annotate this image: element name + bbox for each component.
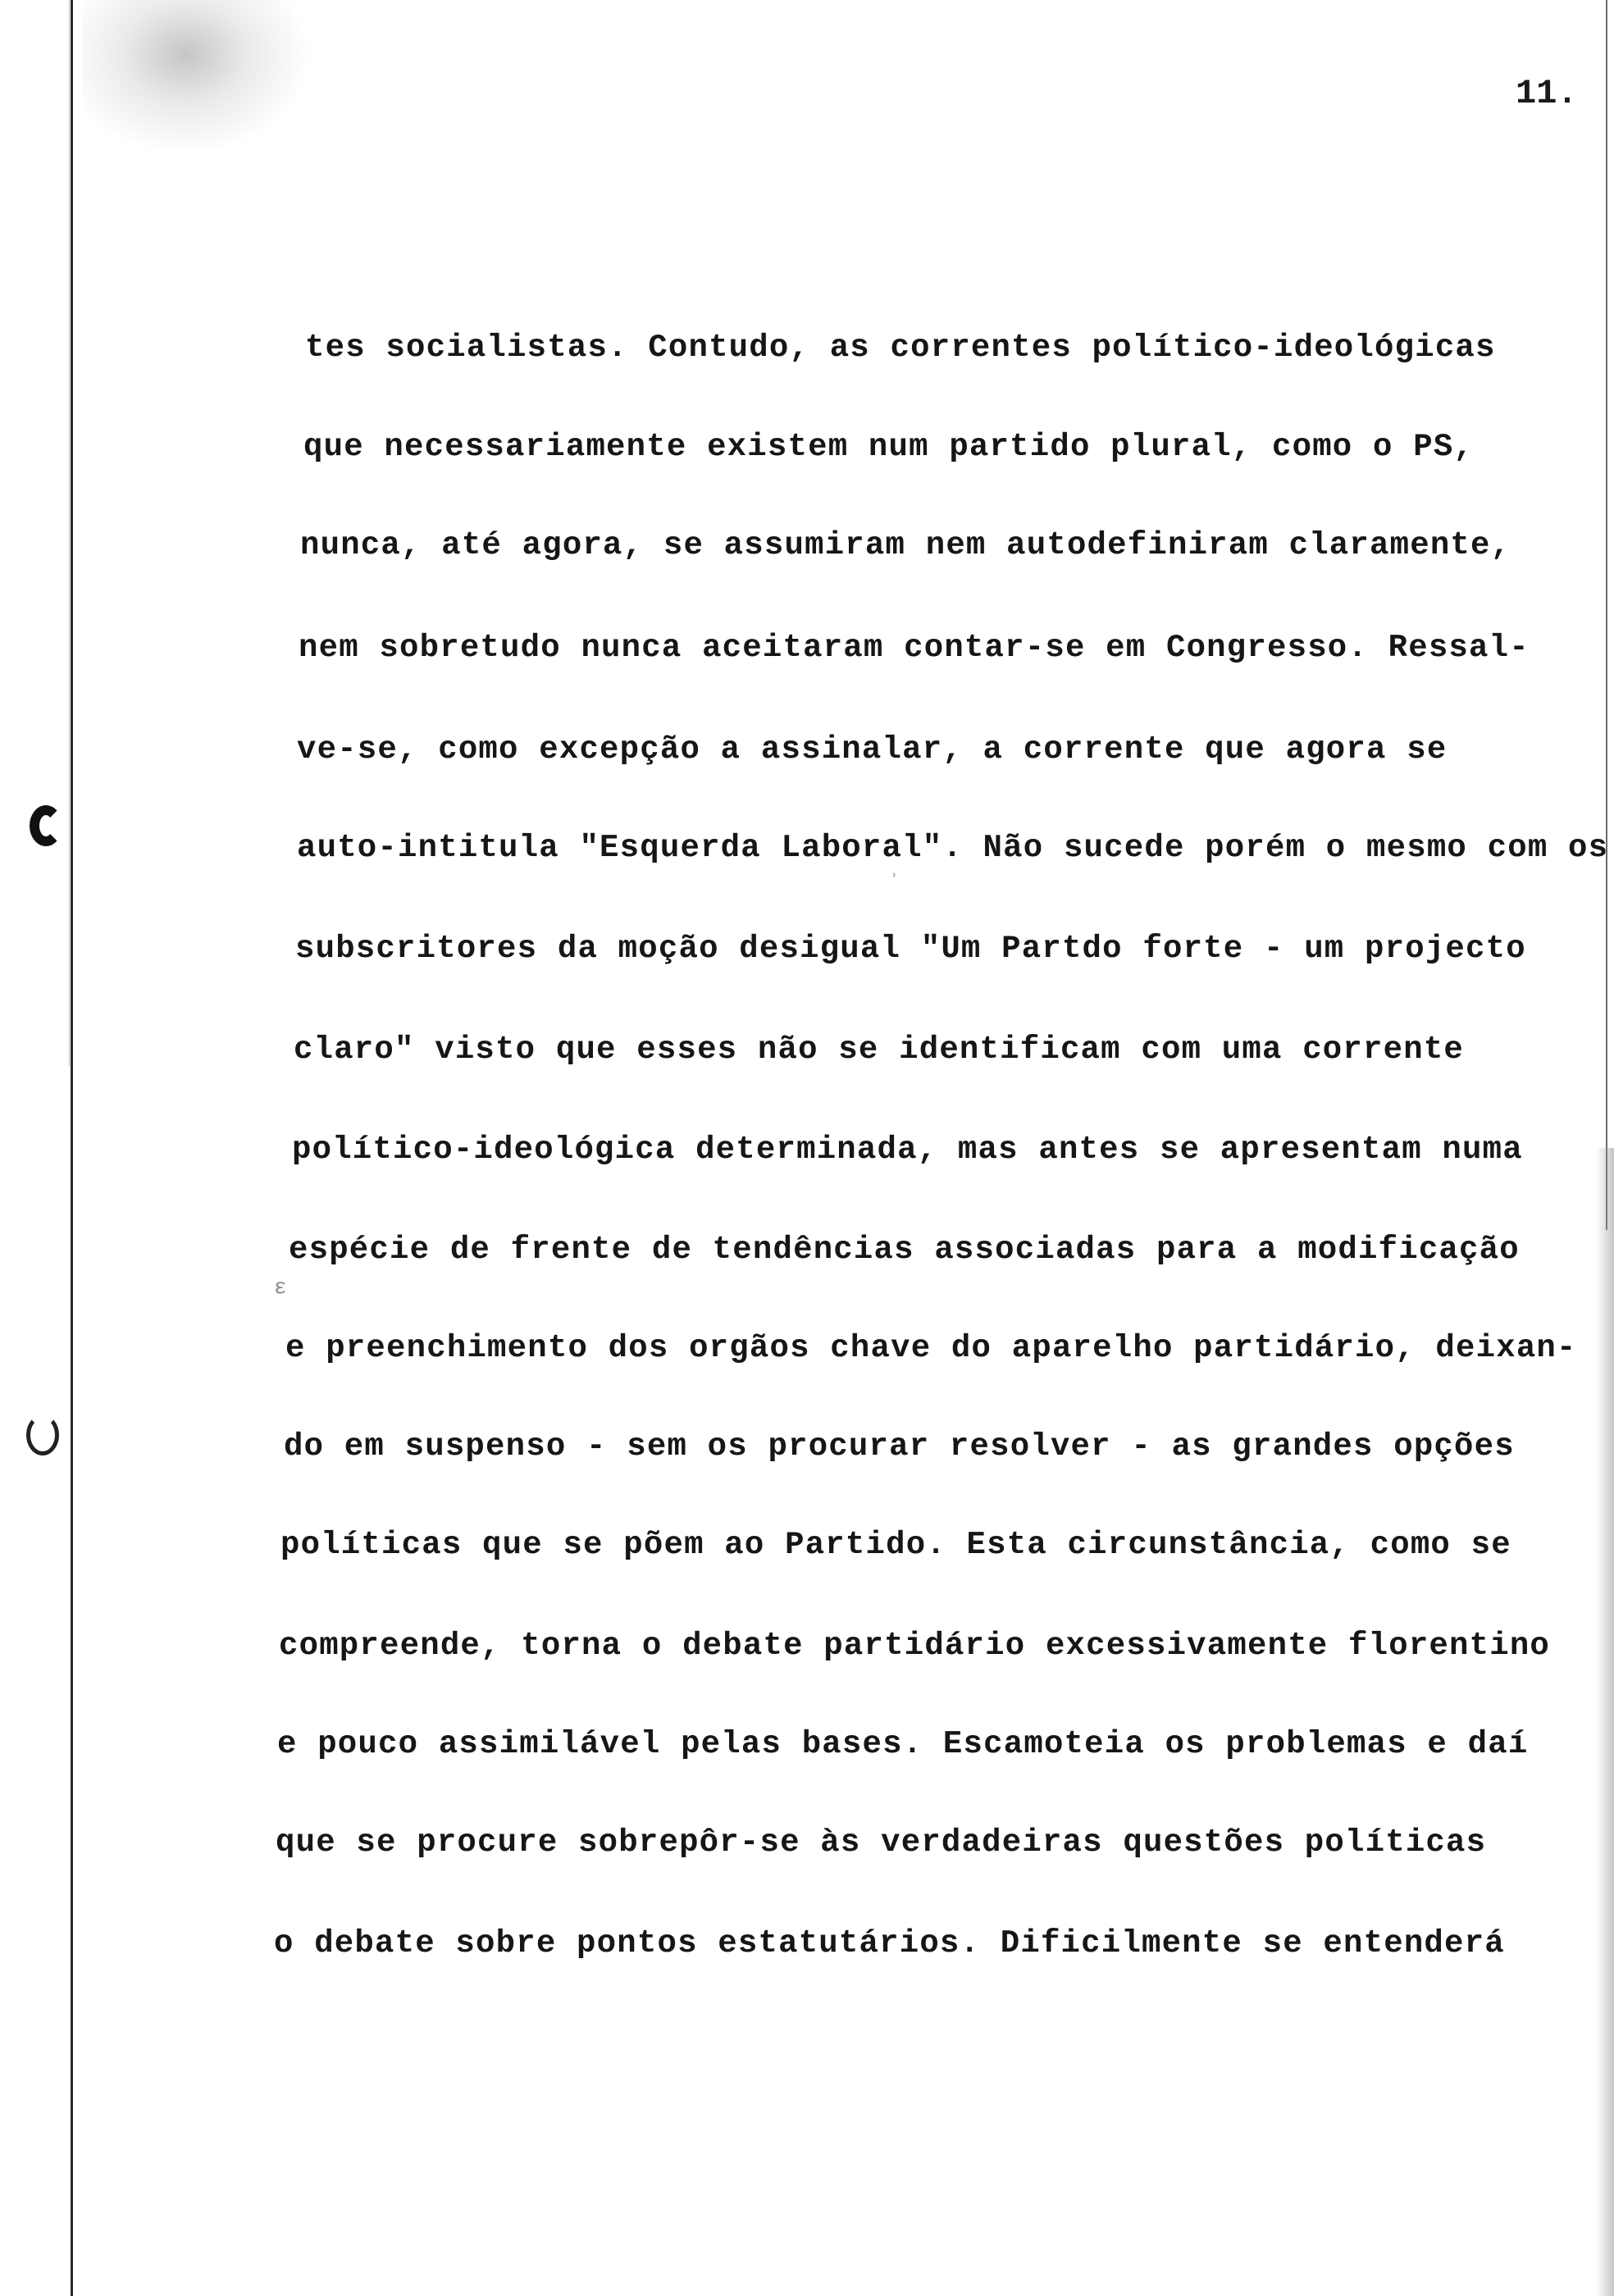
text-line: que se procure sobrepôr-se às verdadeiras questões políticas	[276, 1824, 1487, 1861]
text-line: espécie de frente de tendências associadas para a modificação	[289, 1232, 1520, 1268]
text-line: e pouco assimilável pelas bases. Escamoteia os problemas e daí	[277, 1726, 1529, 1762]
stray-mark: ʾ	[887, 871, 900, 895]
text-line: tes socialistas. Contudo, as correntes político-ideológicas	[305, 330, 1496, 366]
text-line: políticas que se põem ao Partido. Esta circunstância, como se	[280, 1527, 1511, 1563]
text-line: compreende, torna o debate partidário excessivamente florentino	[279, 1628, 1551, 1664]
text-line: nunca, até agora, se assumiram nem autodefiniram claramente,	[300, 527, 1511, 563]
text-line: claro" visto que esses não se identificam com uma corrente	[294, 1032, 1465, 1068]
text-line: o debate sobre pontos estatutários. Dificilmente se entenderá	[274, 1925, 1505, 1961]
text-line: do em suspenso - sem os procurar resolver - as grandes opções	[284, 1428, 1515, 1465]
text-line: ve-se, como excepção a assinalar, a corrente que agora se	[297, 731, 1448, 768]
text-line: auto-intitula "Esquerda Laboral". Não sucede porém o mesmo com os	[297, 830, 1609, 866]
page-number: 11.	[1516, 74, 1578, 113]
text-line: e preenchimento dos orgãos chave do aparelho partidário, deixan-	[285, 1330, 1577, 1366]
text-line: que necessariamente existem num partido plural, como o PS,	[303, 429, 1475, 465]
text-line: nem sobretudo nunca aceitaram contar-se em Congresso. Ressal-	[299, 630, 1530, 666]
text-line: subscritores da moção desigual "Um Partdo forte - um projecto	[295, 931, 1526, 967]
text-line: político-ideológica determinada, mas antes se apresentam numa	[292, 1132, 1523, 1168]
stray-mark: ε	[274, 1275, 287, 1300]
